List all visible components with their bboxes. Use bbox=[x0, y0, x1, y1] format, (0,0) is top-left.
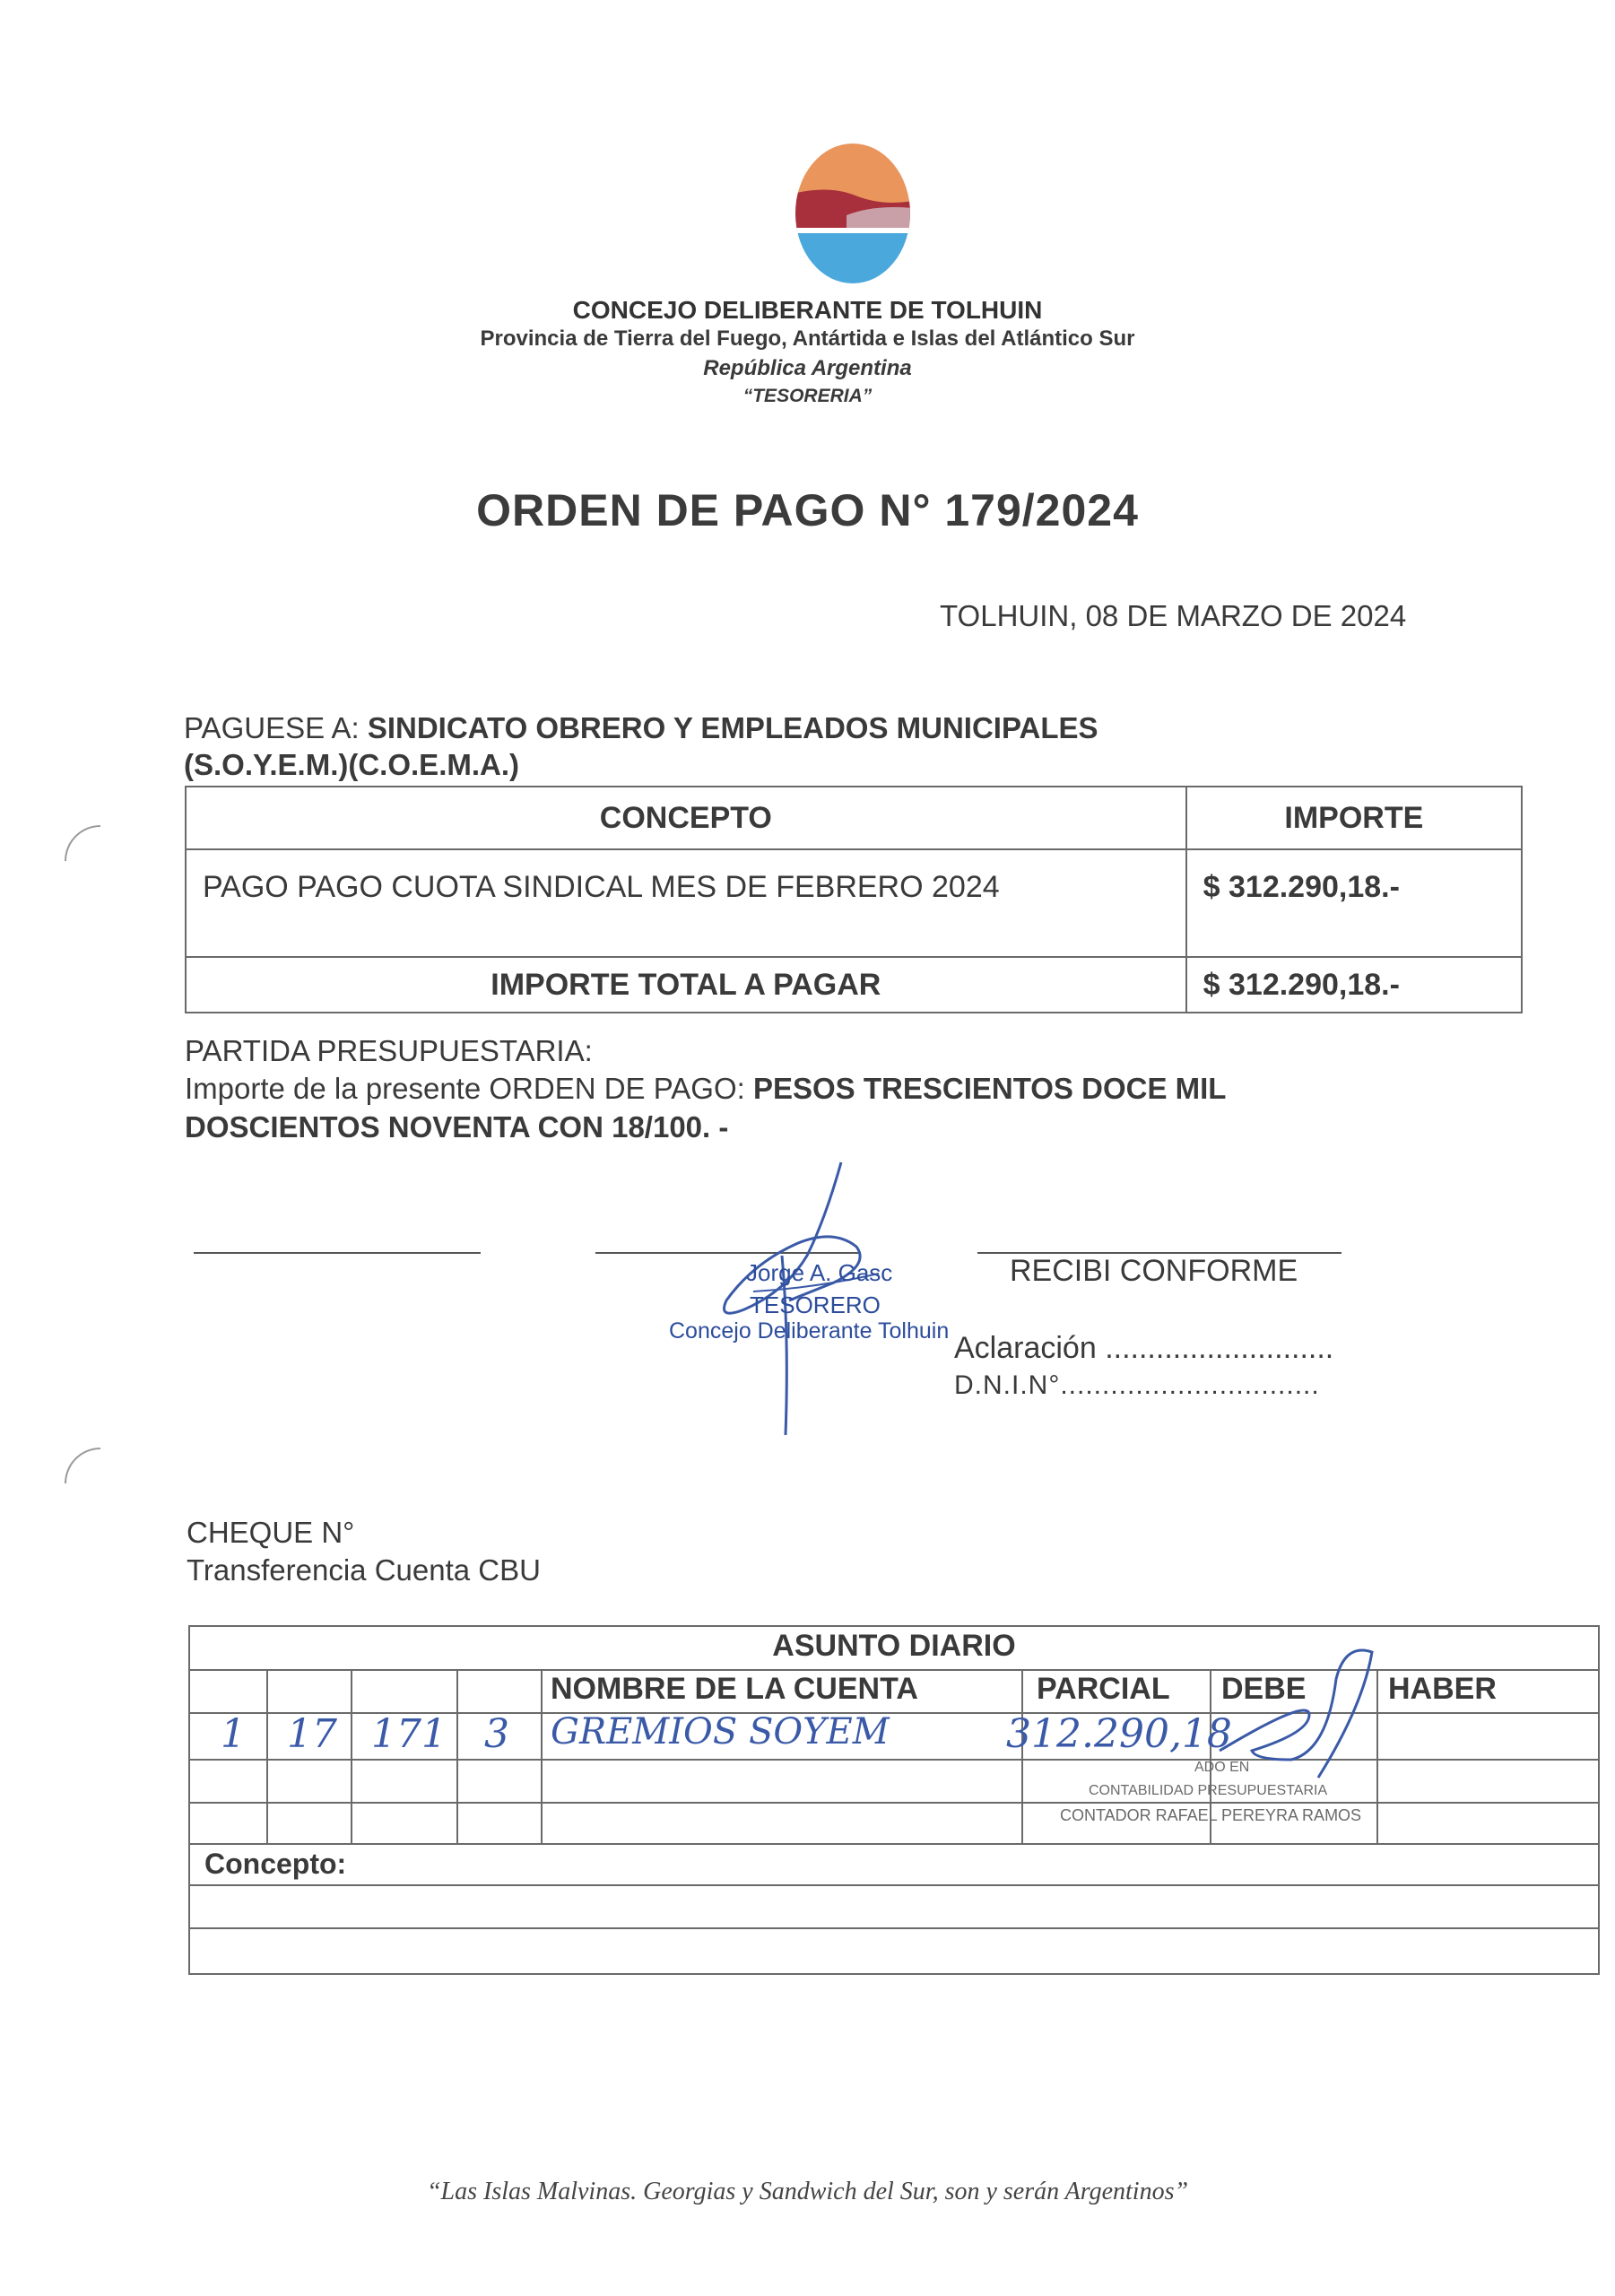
punch-hole-mark bbox=[65, 825, 100, 861]
country-name: República Argentina bbox=[703, 356, 912, 380]
amount-in-words-line2: DOSCIENTOS NOVENTA CON 18/100. - bbox=[185, 1110, 729, 1144]
journal-entry-table bbox=[188, 1625, 1600, 1975]
concept-cell: PAGO PAGO CUOTA SINDICAL MES DE FEBRERO 2024 bbox=[186, 849, 1186, 957]
concept-header: CONCEPTO bbox=[186, 787, 1186, 849]
stamp-org: Concejo Deliberante Tolhuin bbox=[669, 1318, 950, 1344]
punch-hole-mark bbox=[65, 1448, 100, 1483]
handwritten-code-3: 171 bbox=[371, 1711, 447, 1757]
cheque-label: CHEQUE N° bbox=[187, 1516, 355, 1549]
table-row bbox=[186, 849, 1522, 957]
handwritten-account-name: GREMIOS SOYEM bbox=[551, 1711, 890, 1752]
institution-name: CONCEJO DELIBERANTE DE TOLHUIN bbox=[572, 296, 1043, 324]
stamp-role: TESORERO bbox=[750, 1292, 881, 1318]
accounting-stamp-line2: CONTABILIDAD PRESUPUESTARIA bbox=[1089, 1783, 1328, 1798]
dni-field: D.N.I.N°............................... bbox=[954, 1370, 1320, 1400]
table-header-row bbox=[186, 787, 1522, 849]
clarification-field: Aclaración ........................... bbox=[954, 1331, 1334, 1365]
budget-item-label: PARTIDA PRESUPUESTARIA: bbox=[185, 1034, 593, 1067]
handwritten-partial-amount: 312.290,18 bbox=[1006, 1711, 1232, 1757]
journal-concept-label: Concepto: bbox=[204, 1848, 347, 1880]
amount-words: PESOS TRESCIENTOS DOCE MIL bbox=[752, 1072, 1227, 1105]
handwritten-code-2: 17 bbox=[287, 1711, 337, 1757]
payee-name: SINDICATO OBRERO Y EMPLEADOS MUNICIPALES bbox=[367, 711, 1098, 744]
footer-motto: “Las Islas Malvinas. Georgias y Sandwich del Sur, son y serán Argentinos” bbox=[426, 2178, 1189, 2205]
handwritten-code-4: 3 bbox=[484, 1711, 509, 1757]
accounting-stamp-line3: CONTADOR RAFAEL PEREYRA RAMOS bbox=[1060, 1806, 1362, 1824]
total-label: IMPORTE TOTAL A PAGAR bbox=[186, 957, 1186, 1013]
signature-line-left bbox=[194, 1252, 481, 1254]
amount-header: IMPORTE bbox=[1186, 787, 1522, 849]
document-date: TOLHUIN, 08 DE MARZO DE 2024 bbox=[940, 599, 1407, 632]
amount-cell: $ 312.290,18.- bbox=[1186, 849, 1522, 957]
amount-prefix: Importe de la presente ORDEN DE PAGO: bbox=[185, 1072, 745, 1105]
debit-header: DEBE bbox=[1221, 1672, 1307, 1706]
department-name: “TESORERIA” bbox=[742, 386, 873, 406]
document-title: ORDEN DE PAGO N° 179/2024 bbox=[476, 485, 1139, 535]
partial-header: PARCIAL bbox=[1037, 1672, 1170, 1706]
payee-label: PAGUESE A: bbox=[184, 711, 360, 744]
amount-in-words-line1 bbox=[185, 1072, 1226, 1106]
received-label: RECIBI CONFORME bbox=[1010, 1254, 1298, 1288]
stamp-name: Jorge A. Gasc bbox=[746, 1259, 893, 1286]
total-row bbox=[186, 957, 1522, 1013]
transfer-label: Transferencia Cuenta CBU bbox=[187, 1553, 541, 1587]
handwritten-code-1: 1 bbox=[221, 1711, 246, 1757]
journal-title: ASUNTO DIARIO bbox=[772, 1629, 1016, 1663]
credit-header: HABER bbox=[1388, 1672, 1497, 1706]
account-name-header: NOMBRE DE LA CUENTA bbox=[551, 1672, 918, 1706]
council-logo bbox=[793, 142, 913, 285]
payee-line bbox=[184, 711, 1098, 745]
concept-table bbox=[185, 786, 1523, 1013]
total-amount: $ 312.290,18.- bbox=[1186, 957, 1522, 1013]
province-name: Provincia de Tierra del Fuego, Antártida e Islas del Atlántico Sur bbox=[480, 326, 1135, 351]
payee-name-line2: (S.O.Y.E.M.)(C.O.E.M.A.) bbox=[184, 748, 520, 781]
accounting-stamp-line1: ADO EN bbox=[1194, 1760, 1250, 1775]
